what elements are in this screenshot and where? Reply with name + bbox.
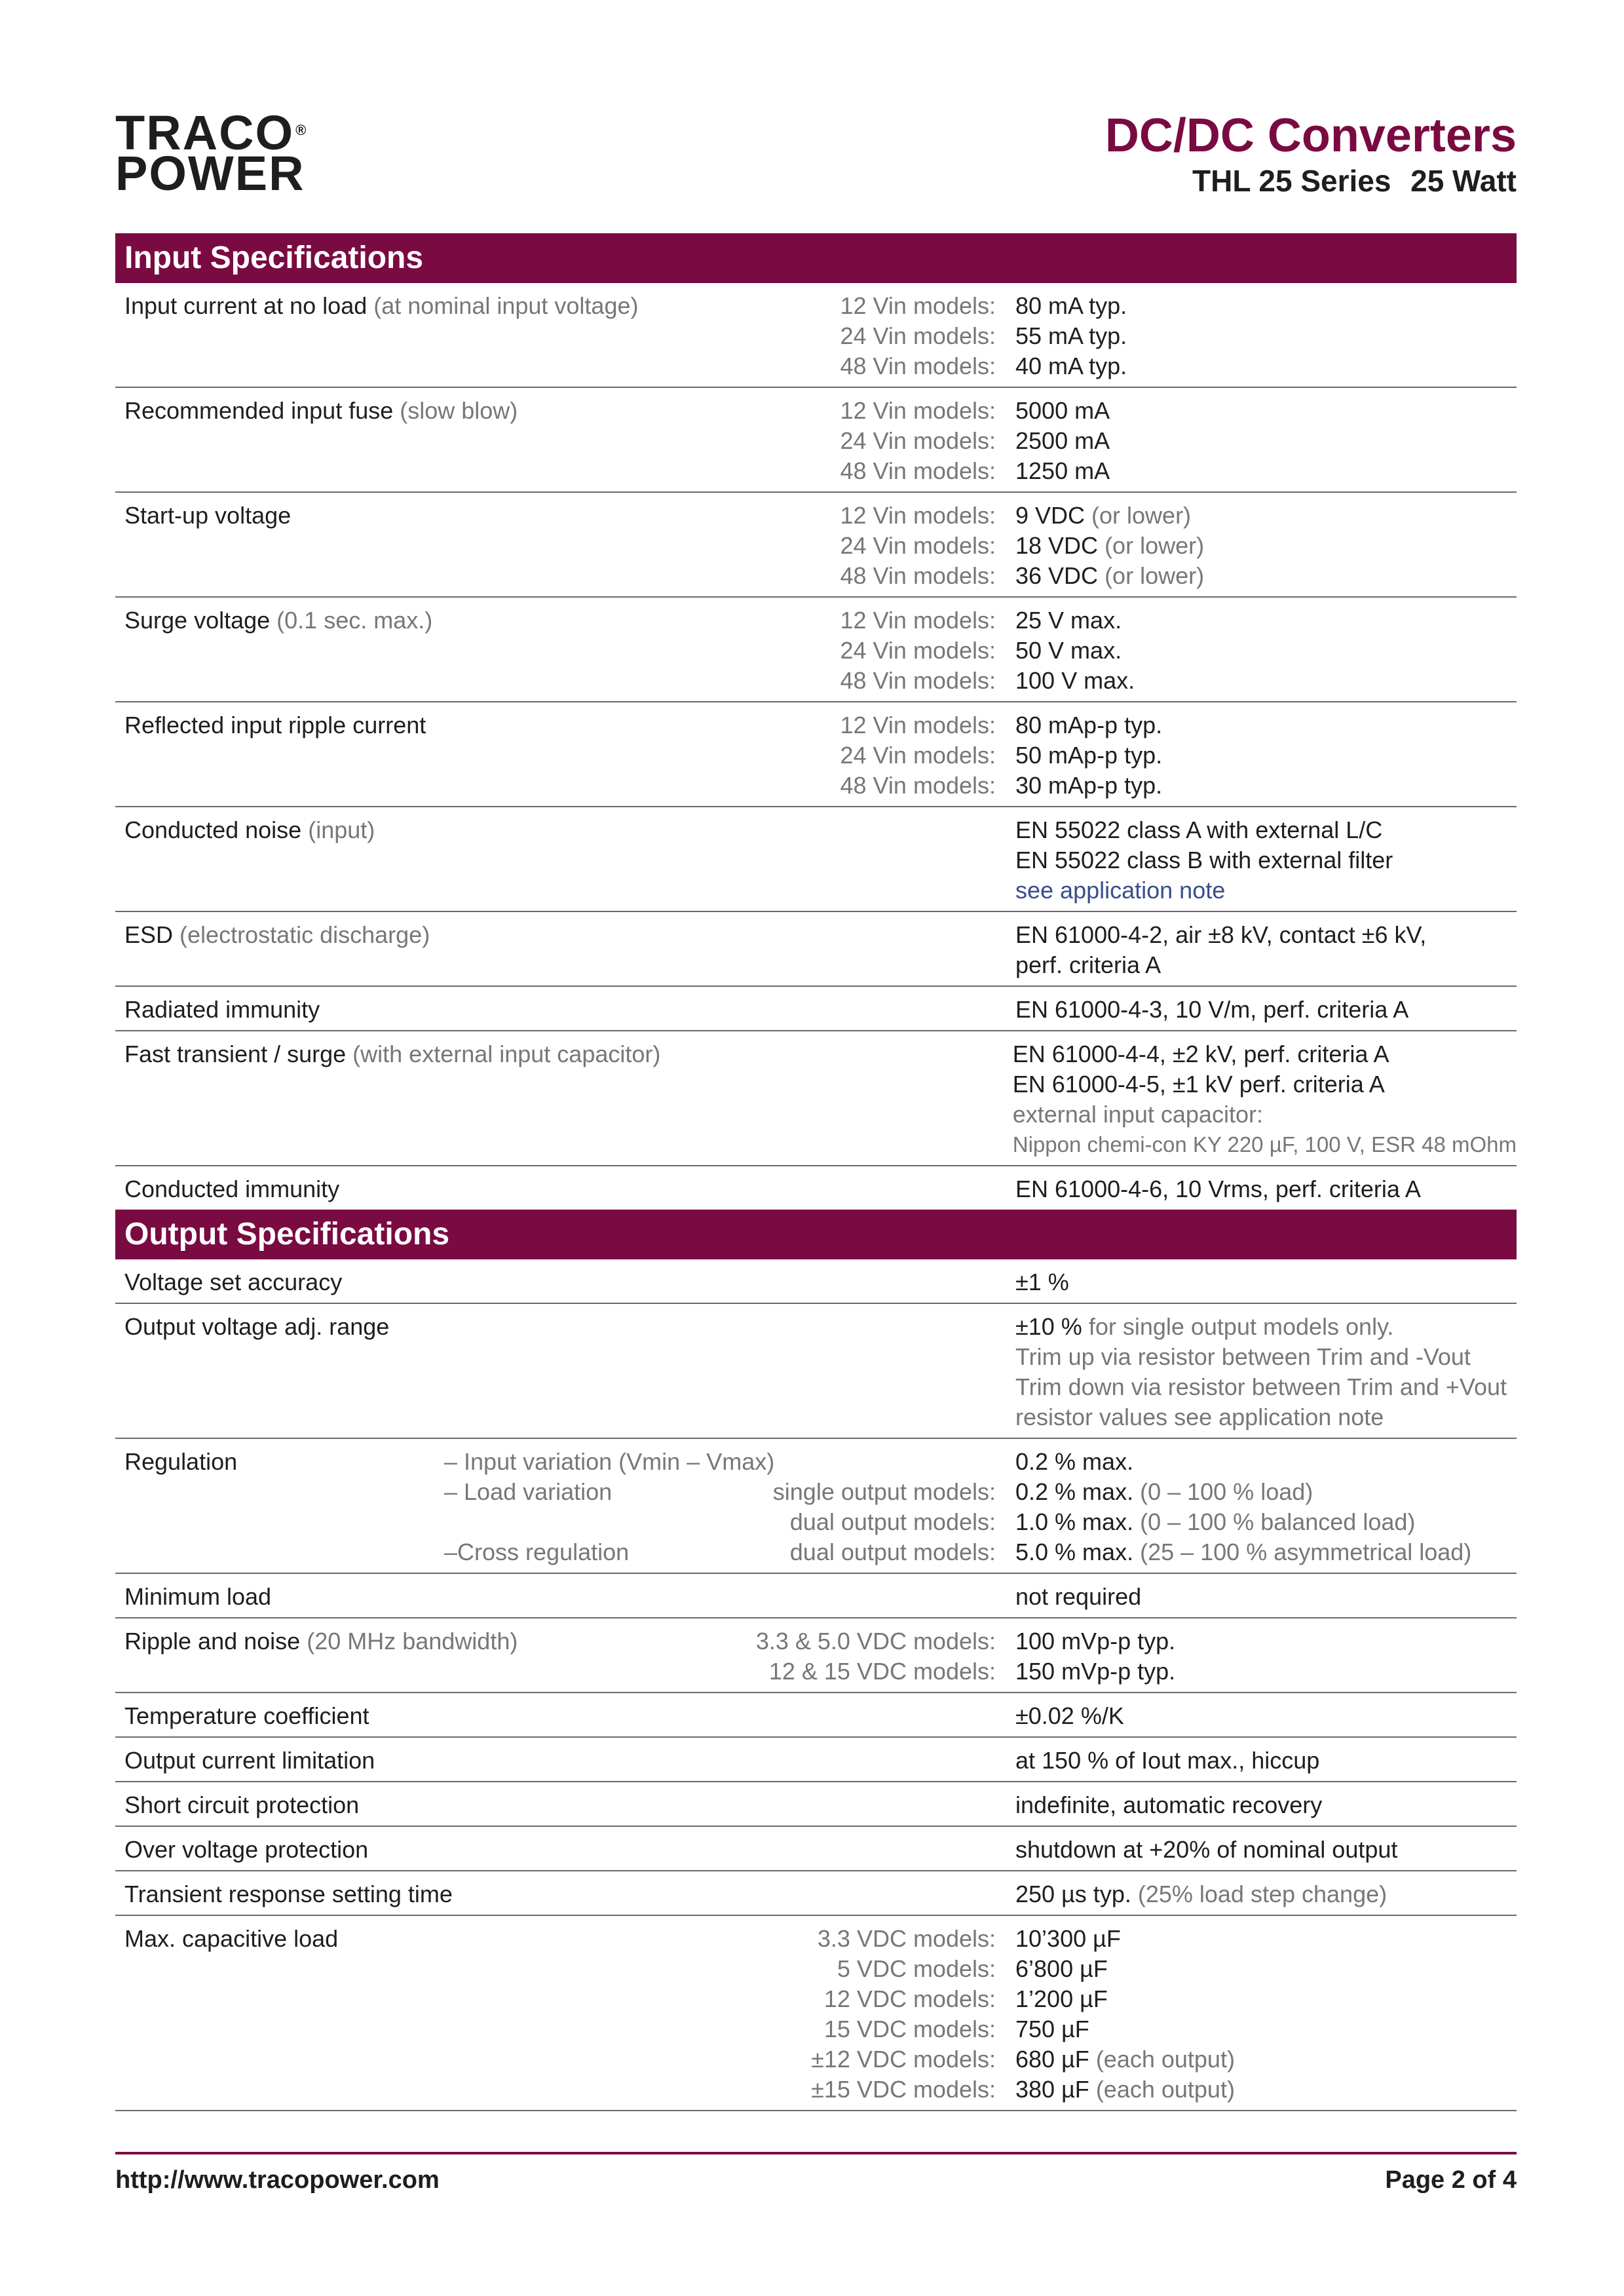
spec-row-input-current-at-no-load (115, 283, 1517, 388)
spec-value-main: 18 VDC (1015, 532, 1099, 559)
spec-value (1015, 605, 1517, 636)
spec-values (996, 501, 1517, 591)
spec-label: Max. capacitive load (124, 1925, 339, 1952)
spec-label-note: (20 MHz bandwidth) (300, 1628, 518, 1655)
spec-label-cell (115, 920, 996, 980)
tracopower-logo (115, 105, 308, 201)
spec-value-main: 9 VDC (1015, 502, 1086, 529)
spec-label: Output current limitation (124, 1747, 375, 1774)
spec-value (1015, 2014, 1517, 2044)
spec-row-output-voltage-adj-range (115, 1304, 1517, 1439)
spec-value-main: EN 55022 class A with external L/C (1015, 816, 1383, 843)
spec-label: Minimum load (124, 1583, 272, 1610)
cap-load-conditions (406, 1924, 996, 2105)
spec-label-text: Recommended input fuse (124, 397, 394, 424)
spec-values (996, 291, 1517, 381)
spec-label-text: Start-up voltage (124, 502, 292, 529)
spec-value (1015, 2044, 1517, 2075)
spec-label-note: (electrostatic discharge) (173, 921, 430, 948)
spec-value (1015, 740, 1517, 771)
spec-value (1015, 1656, 1517, 1687)
spec-value-main: 36 VDC (1015, 562, 1099, 589)
spec-value (1015, 426, 1517, 456)
section-output-specifications: Output Specifications (115, 1210, 1517, 1259)
condition-label: ±12 VDC models: (811, 2046, 996, 2073)
spec-value-note: (25% load step change) (1131, 1881, 1388, 1907)
spec-value-main: 80 mAp-p typ. (1015, 712, 1163, 738)
input-spec-rows (115, 283, 1517, 1210)
spec-value (1015, 291, 1517, 321)
spec-label (124, 815, 996, 845)
spec-label (124, 920, 996, 950)
condition-label: 12 Vin models: (840, 397, 996, 424)
condition-label: 48 Vin models: (840, 772, 996, 799)
spec-value-note: (0 – 100 % balanced load) (1133, 1508, 1416, 1535)
document-title: DC/DC Converters (1105, 109, 1517, 162)
spec-label: Temperature coefficient (124, 1702, 369, 1729)
application-note-link[interactable]: see application note (1015, 877, 1226, 904)
spec-conditions (406, 501, 996, 591)
spec-value-note: for single output models only. (1082, 1313, 1394, 1340)
spec-row-start-up-voltage (115, 493, 1517, 598)
spec-value (1015, 531, 1517, 561)
spec-value (1015, 771, 1517, 801)
spec-label-cell (115, 396, 996, 486)
spec-value-main: 100 V max. (1015, 667, 1135, 694)
spec-label-note: (with external input capacitor) (346, 1041, 661, 1067)
spec-table (115, 233, 1517, 2111)
spec-row-conducted-immunity (115, 1166, 1517, 1210)
registered-mark: ® (295, 122, 308, 138)
spec-row-surge-voltage (115, 598, 1517, 702)
spec-values (996, 396, 1517, 486)
spec-label-note: (input) (301, 816, 375, 843)
spec-value (1015, 501, 1517, 531)
condition-label: 15 VDC models: (823, 2016, 996, 2042)
spec-value: not required (1015, 1583, 1142, 1610)
condition-label: 3.3 & 5.0 VDC models: (755, 1628, 996, 1655)
spec-row-short-circuit-protection (115, 1782, 1517, 1827)
spec-label-note: (slow blow) (393, 397, 518, 424)
spec-label: Regulation (124, 1448, 238, 1475)
spec-value (1015, 1507, 1517, 1537)
spec-label: Transient response setting time (124, 1881, 453, 1907)
condition-label: 48 Vin models: (840, 562, 996, 589)
spec-extra-note: Nippon chemi-con KY 220 µF, 100 V, ESR 48 mOhm (1012, 1132, 1517, 1157)
spec-value (1015, 1312, 1517, 1342)
cap-load-values (996, 1924, 1517, 2105)
spec-value-main: 80 mA typ. (1015, 292, 1127, 319)
condition-label: 24 Vin models: (840, 532, 996, 559)
spec-label-cell (115, 605, 996, 696)
footer-website-link[interactable]: http://www.tracopower.com (115, 2166, 440, 2194)
spec-value-main: 55 mA typ. (1015, 322, 1127, 349)
spec-label-text: Fast transient / surge (124, 1041, 347, 1067)
spec-label: Voltage set accuracy (124, 1269, 343, 1295)
spec-row-voltage-set-accuracy (115, 1259, 1517, 1304)
spec-label-cell (115, 291, 996, 381)
spec-value-main: 680 µF (1015, 2046, 1089, 2073)
spec-values (993, 1039, 1517, 1160)
spec-value (1015, 2075, 1517, 2105)
spec-value-note: (0 – 100 % load) (1133, 1478, 1313, 1505)
spec-label-cell (115, 1039, 993, 1160)
spec-row-output-current-limitation (115, 1738, 1517, 1782)
spec-value-main: 0.2 % max. (1015, 1478, 1134, 1505)
cross-regulation-label: –Cross regulation (444, 1539, 630, 1565)
spec-value-main: 150 mVp-p typ. (1015, 1658, 1176, 1685)
spec-value-main: 250 µs typ. (1015, 1881, 1131, 1907)
spec-value-main: 40 mA typ. (1015, 353, 1127, 379)
spec-value (1015, 815, 1517, 845)
spec-value-main: 10’300 µF (1015, 1925, 1121, 1952)
condition-label: 48 Vin models: (840, 353, 996, 379)
spec-label (124, 995, 996, 1025)
regulation-values (996, 1447, 1517, 1567)
spec-value (1015, 1626, 1517, 1656)
spec-conditions (406, 396, 996, 486)
ripple-values (996, 1626, 1517, 1687)
spec-label-text: Input current at no load (124, 292, 368, 319)
spec-value (1015, 920, 1517, 950)
spec-label-cell (115, 995, 996, 1025)
spec-value-main: ±10 % (1015, 1313, 1082, 1340)
spec-value (1013, 1039, 1517, 1069)
spec-value (1015, 710, 1517, 740)
section-input-specifications: Input Specifications (115, 233, 1517, 283)
spec-value (1013, 1069, 1517, 1100)
condition-label: ±15 VDC models: (811, 2076, 996, 2103)
spec-value-main: 6’800 µF (1015, 1955, 1108, 1982)
condition-label: 12 Vin models: (840, 502, 996, 529)
spec-value-main: 5000 mA (1015, 397, 1110, 424)
spec-extra-note: external input capacitor: (1012, 1101, 1263, 1128)
spec-value-main: EN 55022 class B with external filter (1015, 847, 1393, 873)
spec-value-note: (or lower) (1085, 502, 1192, 529)
spec-value (1015, 351, 1517, 381)
load-variation-label: – Load variation (444, 1478, 613, 1505)
condition-label: dual output models: (789, 1508, 996, 1535)
condition-label: 24 Vin models: (840, 637, 996, 664)
spec-value (1015, 845, 1517, 875)
spec-conditions (406, 291, 996, 381)
spec-value: at 150 % of Iout max., hiccup (1015, 1747, 1320, 1774)
spec-label (124, 1174, 996, 1204)
spec-row-esd (115, 912, 1517, 987)
spec-value: indefinite, automatic recovery (1015, 1791, 1323, 1818)
spec-label-text: Conducted noise (124, 816, 302, 843)
spec-row-conducted-noise (115, 807, 1517, 912)
spec-value-note: (or lower) (1098, 562, 1205, 589)
spec-conditions (406, 605, 996, 696)
spec-value: ±0.02 %/K (1015, 1702, 1124, 1729)
spec-value: shutdown at +20% of nominal output (1015, 1836, 1398, 1863)
wattage: 25 Watt (1410, 164, 1517, 198)
trim-down-note: Trim down via resistor between Trim and +Vout (1015, 1373, 1507, 1400)
spec-label-note: (0.1 sec. max.) (270, 607, 433, 634)
spec-row-transient-response (115, 1871, 1517, 1916)
spec-value-main: EN 61000-4-5, ±1 kV perf. criteria A (1012, 1071, 1385, 1098)
condition-label: dual output models: (789, 1539, 996, 1565)
spec-row-over-voltage-protection (115, 1827, 1517, 1871)
spec-value-note: (each output) (1089, 2046, 1235, 2073)
spec-value-main: 50 mAp-p typ. (1015, 742, 1163, 769)
condition-label: 24 Vin models: (840, 322, 996, 349)
regulation-conditions (668, 1447, 996, 1567)
trim-up-note: Trim up via resistor between Trim and -Vout (1015, 1343, 1471, 1370)
spec-label-cell (115, 815, 996, 906)
spec-value (1015, 1537, 1517, 1567)
spec-row-max-capacitive-load (115, 1916, 1517, 2111)
spec-value-main: 50 V max. (1015, 637, 1122, 664)
spec-value-note: (or lower) (1098, 532, 1205, 559)
logo-word-power: POWER (115, 146, 305, 201)
spec-value-main: EN 61000-4-2, air ±8 kV, contact ±6 kV, (1015, 921, 1427, 948)
spec-label-text: Conducted immunity (124, 1176, 340, 1202)
condition-label: single output models: (772, 1478, 996, 1505)
spec-row-reflected-input-ripple-current (115, 702, 1517, 807)
spec-value (1015, 1984, 1517, 2014)
spec-values (996, 815, 1517, 906)
resistor-values-note: resistor values see application note (1015, 1404, 1384, 1430)
ripple-conditions (406, 1626, 996, 1687)
spec-value (1015, 1924, 1517, 1954)
spec-label-text: Ripple and noise (124, 1628, 301, 1655)
spec-row-ripple-and-noise (115, 1618, 1517, 1693)
series-name: THL 25 Series (1192, 164, 1391, 198)
spec-value-main: 1’200 µF (1015, 1985, 1108, 2012)
spec-value-note: (each output) (1089, 2076, 1235, 2103)
spec-value-main: EN 61000-4-4, ±2 kV, perf. criteria A (1012, 1041, 1389, 1067)
spec-value-main: 30 mAp-p typ. (1015, 772, 1163, 799)
logo-word-traco: TRACO (115, 105, 295, 160)
spec-value (1015, 321, 1517, 351)
spec-label: Over voltage protection (124, 1836, 369, 1863)
condition-label: 12 Vin models: (840, 292, 996, 319)
spec-value (1015, 1447, 1517, 1477)
spec-value-main: 750 µF (1015, 2016, 1089, 2042)
footer-divider (115, 2152, 1517, 2154)
document-subtitle (927, 163, 1517, 200)
spec-label-text: ESD (124, 921, 174, 948)
spec-value (1015, 1477, 1517, 1507)
spec-label-cell (115, 501, 996, 591)
spec-value (1015, 995, 1517, 1025)
spec-label-text: Reflected input ripple current (124, 712, 426, 738)
spec-value (1015, 1879, 1517, 1909)
spec-value-main: 5.0 % max. (1015, 1539, 1134, 1565)
spec-label: Short circuit protection (124, 1791, 360, 1818)
condition-label: 5 VDC models: (837, 1955, 996, 1982)
spec-value: ±1 % (1015, 1269, 1069, 1295)
spec-label-cell (115, 710, 996, 801)
condition-label: 3.3 VDC models: (817, 1925, 996, 1952)
spec-values (996, 605, 1517, 696)
spec-values (996, 995, 1517, 1025)
spec-label-cell (115, 1174, 996, 1204)
document-header (927, 108, 1517, 200)
spec-conditions (406, 710, 996, 801)
spec-row-recommended-input-fuse (115, 388, 1517, 493)
spec-label (124, 1039, 993, 1069)
spec-label-note: (at nominal input voltage) (367, 292, 639, 319)
spec-value-main: perf. criteria A (1015, 951, 1161, 978)
spec-value (1015, 396, 1517, 426)
condition-label: 48 Vin models: (840, 667, 996, 694)
condition-label: 24 Vin models: (840, 742, 996, 769)
spec-value-main: 25 V max. (1015, 607, 1122, 634)
condition-label: 12 VDC models: (823, 1985, 996, 2012)
spec-value (1015, 636, 1517, 666)
spec-value-main: 380 µF (1015, 2076, 1089, 2103)
input-variation-label: – Input variation (Vmin – Vmax) (444, 1448, 775, 1475)
spec-value (1015, 1174, 1517, 1204)
spec-value-note: (25 – 100 % asymmetrical load) (1133, 1539, 1472, 1565)
condition-label: 48 Vin models: (840, 457, 996, 484)
spec-value-main: 0.2 % max. (1015, 1448, 1134, 1475)
spec-value-main: EN 61000-4-3, 10 V/m, perf. criteria A (1015, 996, 1409, 1023)
spec-label-text: Surge voltage (124, 607, 271, 634)
spec-value-main: EN 61000-4-6, 10 Vrms, perf. criteria A (1015, 1176, 1421, 1202)
spec-value (1015, 1954, 1517, 1984)
spec-values (996, 920, 1517, 980)
page-number: Page 2 of 4 (1385, 2166, 1517, 2194)
spec-label-text: Radiated immunity (124, 996, 320, 1023)
condition-label: 24 Vin models: (840, 427, 996, 454)
spec-value (1015, 561, 1517, 591)
spec-value-main: 2500 mA (1015, 427, 1110, 454)
spec-value-main: 1250 mA (1015, 457, 1110, 484)
spec-row-regulation (115, 1439, 1517, 1574)
spec-row-radiated-immunity (115, 987, 1517, 1031)
spec-values (996, 1174, 1517, 1204)
condition-label: 12 & 15 VDC models: (768, 1658, 996, 1685)
spec-value-main: 1.0 % max. (1015, 1508, 1134, 1535)
spec-label: Output voltage adj. range (124, 1313, 390, 1340)
spec-row-fast-transient-surge (115, 1031, 1517, 1166)
condition-label: 12 Vin models: (840, 712, 996, 738)
spacer-line (668, 1447, 996, 1477)
spec-value-main: 100 mVp-p typ. (1015, 1628, 1176, 1655)
spec-value (1015, 456, 1517, 486)
spec-value (1015, 950, 1517, 980)
spec-values (996, 710, 1517, 801)
spec-value (1015, 666, 1517, 696)
spec-row-minimum-load (115, 1574, 1517, 1618)
spec-row-temperature-coefficient (115, 1693, 1517, 1738)
condition-label: 12 Vin models: (840, 607, 996, 634)
